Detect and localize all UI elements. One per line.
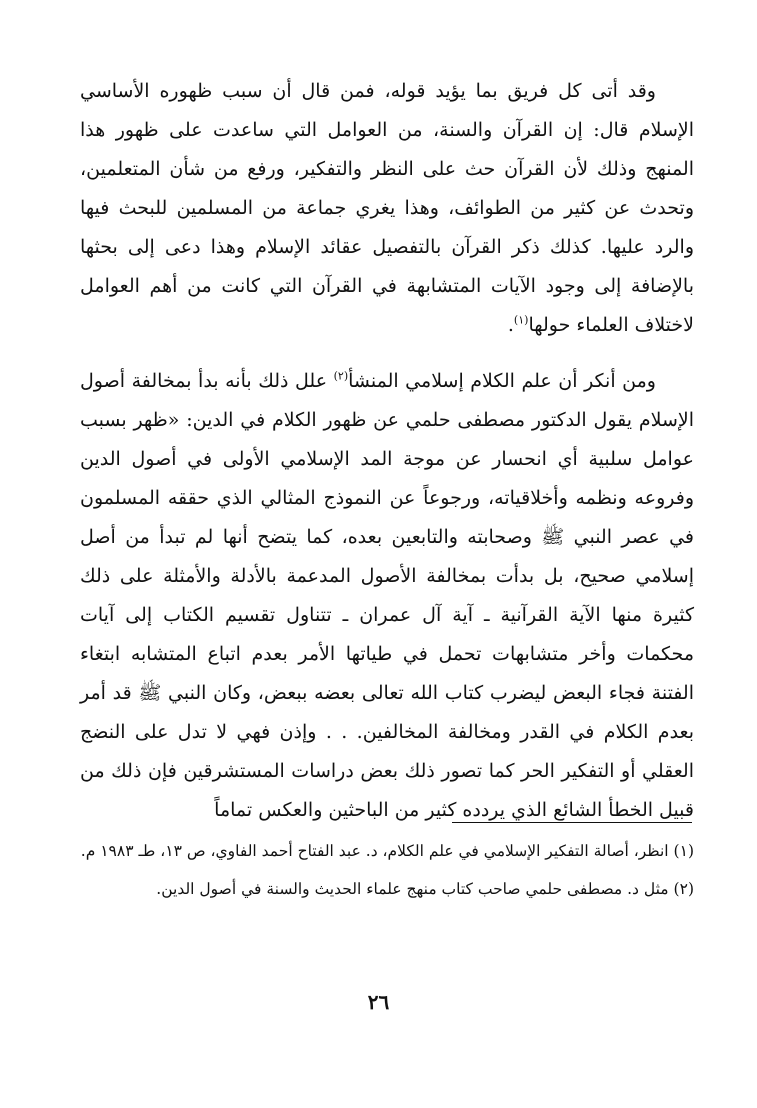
- paragraph-1-text: [80, 72, 694, 345]
- paragraph-2-body: علل ذلك بأنه بدأ بمخالفة أصول الإسلام يقول الدكتور مصطفى حلمي عن ظهور الكلام في الدين: «ظهر بسبب عوامل سلبية أي انحسار عن موجة المد الإسلامي الأولى في أصول الدين وفروعه ونظمه وأخلاقياته، ورجوعاً عن النموذج المثالي الذي حققه المسلمون في عصر النبي ﷺ وصحابته والتابعين بعده، كما يتضح أنها لم تبدأ من أصل إسلامي صحيح، بل بدأت بمخالفة الأصول المدعمة بالأدلة والأمثلة على ذلك كثيرة منها الآية القرآنية ـ آية آل عمران ـ تتناول تقسيم الكتاب إلى آيات محكمات وأخر متشابهات تحمل في طياتها الأمر بعدم اتباع المتشابه ابتغاء الفتنة فجاء البعض ليضرب كتاب الله تعالى بعضه ببعض، وكان النبي ﷺ قد أمر بعدم الكلام في القدر ومخالفة المخالفين. . . وإذن فهي لا تدل على النضج العقلي أو التفكير الحر كما تصور ذلك بعض دراسات المستشرقين فإن ذلك من قبيل الخطأ الشائع الذي يردده كثير من الباحثين والعكس تماماً: [80, 370, 694, 821]
- page-number: ٢٦: [367, 990, 390, 1014]
- footnote-2: [80, 874, 694, 904]
- footnote-1-marker: (١): [673, 842, 694, 860]
- paragraph-1: [80, 72, 694, 345]
- paragraph-2-text: [80, 362, 694, 830]
- footnote-1-text: انظر، أصالة التفكير الإسلامي في علم الكلام، د. عبد الفتاح أحمد الفاوي، ص ١٣، طـ ١٩٨٣ م.: [80, 842, 669, 860]
- paragraph-2: [80, 362, 694, 830]
- footnote-2-marker: (٢): [673, 880, 694, 898]
- paragraph-1-end: .: [507, 314, 514, 336]
- footnote-ref-2[interactable]: (٢): [333, 369, 349, 383]
- paragraph-2-start: ومن أنكر أن علم الكلام إسلامي المنشأ: [348, 370, 656, 392]
- footnote-2-text: مثل د. مصطفى حلمي صاحب كتاب منهج علماء الحديث والسنة في أصول الدين.: [156, 880, 669, 898]
- footnotes: [80, 836, 694, 912]
- footnote-1: [80, 836, 694, 866]
- footnote-ref-1[interactable]: (١): [513, 313, 529, 327]
- footnote-separator: [452, 822, 692, 823]
- paragraph-1-body: وقد أتى كل فريق بما يؤيد قوله، فمن قال أن سبب ظهوره الأساسي الإسلام قال: إن القرآن والسنة، من العوامل التي ساعدت على ظهور هذا المنهج وذلك لأن القرآن حث على النظر والتفكير، ورفع من شأن المتعلمين، وتحدث عن كثير من الطوائف، وهذا يغري جماعة من المسلمين للبحث فيها والرد عليها. كذلك ذكر القرآن بالتفصيل عقائد الإسلام وهذا دعى إلى بحثها بالإضافة إلى وجود الآيات المتشابهة في القرآن التي كانت من أهم العوامل لاختلاف العلماء حولها: [80, 80, 694, 336]
